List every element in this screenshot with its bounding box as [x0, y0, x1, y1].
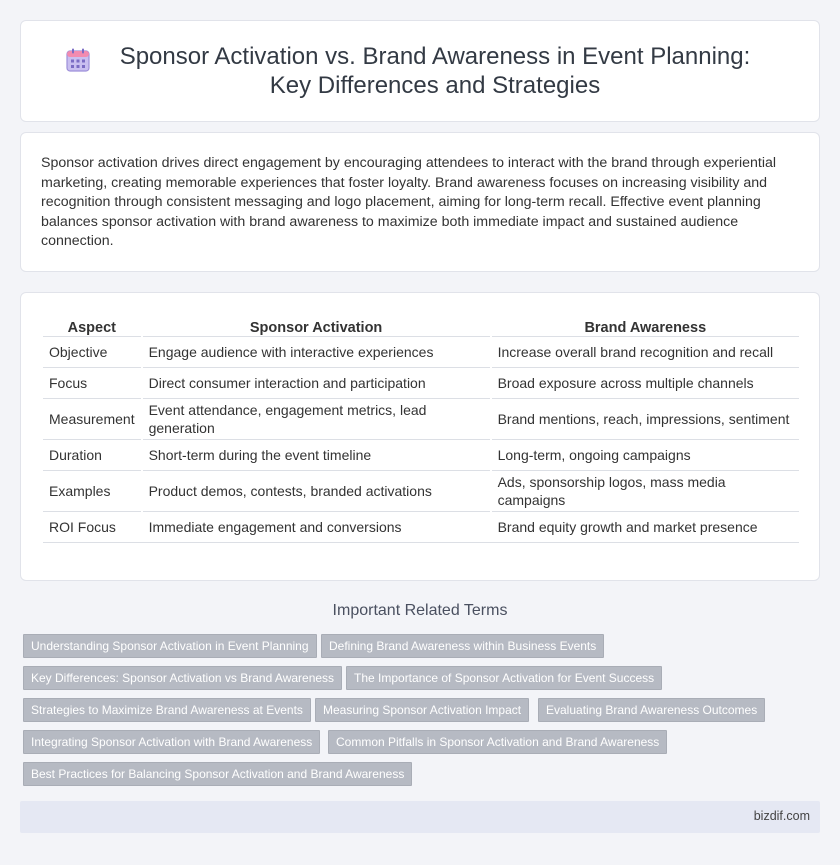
- table-cell: Duration: [43, 440, 141, 471]
- related-term-tag[interactable]: Common Pitfalls in Sponsor Activation and Brand Awareness: [328, 730, 667, 754]
- comparison-table: [43, 317, 799, 543]
- table-row: [43, 512, 799, 543]
- related-term-tag[interactable]: Defining Brand Awareness within Business Events: [321, 634, 604, 658]
- table-row: [43, 440, 799, 471]
- comparison-table-card: [20, 292, 820, 581]
- table-cell: Measurement: [43, 399, 141, 440]
- related-term-tag[interactable]: The Importance of Sponsor Activation for Event Success: [346, 666, 662, 690]
- header-card: [20, 20, 820, 122]
- table-cell: Ads, sponsorship logos, mass media campaigns: [492, 471, 799, 512]
- related-term-tag[interactable]: Integrating Sponsor Activation with Brand Awareness: [23, 730, 320, 754]
- table-cell: Focus: [43, 368, 141, 399]
- table-cell: Long-term, ongoing campaigns: [492, 440, 799, 471]
- table-cell: Objective: [43, 337, 141, 368]
- table-cell: Event attendance, engagement metrics, lead generation: [143, 399, 490, 440]
- table-row: [43, 399, 799, 440]
- related-term-tag[interactable]: Strategies to Maximize Brand Awareness at Events: [23, 698, 311, 722]
- table-cell: Short-term during the event timeline: [143, 440, 490, 471]
- column-header-aspect: Aspect: [43, 317, 141, 337]
- table-header-row: [43, 317, 799, 337]
- column-header-brand-awareness: Brand Awareness: [492, 317, 799, 337]
- table-row: [43, 471, 799, 512]
- intro-paragraph: Sponsor activation drives direct engagement by encouraging attendees to interact with the brand through experiential marketing, creating memorable experiences that foster loyalty. Brand awareness focuses on increasing visibility and recognition through consistent messaging and logo placement, aiming for long-term recall. Effective event planning balances sponsor activation with brand awareness to maximize both immediate impact and sustained audience connection.: [41, 155, 777, 250]
- table-row: [43, 368, 799, 399]
- table-cell: Examples: [43, 471, 141, 512]
- table-cell: Direct consumer interaction and participation: [143, 368, 490, 399]
- table-cell: Brand mentions, reach, impressions, sentiment: [492, 399, 799, 440]
- table-cell: Brand equity growth and market presence: [492, 512, 799, 543]
- table-cell: Engage audience with interactive experiences: [143, 337, 490, 368]
- table-cell: Increase overall brand recognition and recall: [492, 337, 799, 368]
- related-term-tag[interactable]: Measuring Sponsor Activation Impact: [315, 698, 529, 722]
- table-cell: Product demos, contests, branded activations: [143, 471, 490, 512]
- footer-bar: [20, 801, 820, 833]
- table-row: [43, 337, 799, 368]
- related-term-tag[interactable]: Understanding Sponsor Activation in Event Planning: [23, 634, 317, 658]
- related-term-tag[interactable]: Best Practices for Balancing Sponsor Activation and Brand Awareness: [23, 762, 412, 786]
- footer-site-link[interactable]: bizdif.com: [753, 809, 810, 823]
- page-title: Sponsor Activation vs. Brand Awareness in Event Planning: Key Differences and Strategies: [119, 43, 751, 99]
- related-term-tag[interactable]: Evaluating Brand Awareness Outcomes: [538, 698, 765, 722]
- intro-card: [20, 132, 820, 272]
- table-cell: Immediate engagement and conversions: [143, 512, 490, 543]
- column-header-sponsor-activation: Sponsor Activation: [143, 317, 490, 337]
- related-term-tag[interactable]: Key Differences: Sponsor Activation vs Brand Awareness: [23, 666, 342, 690]
- table-cell: ROI Focus: [43, 512, 141, 543]
- related-terms-heading: Important Related Terms: [332, 602, 508, 619]
- table-cell: Broad exposure across multiple channels: [492, 368, 799, 399]
